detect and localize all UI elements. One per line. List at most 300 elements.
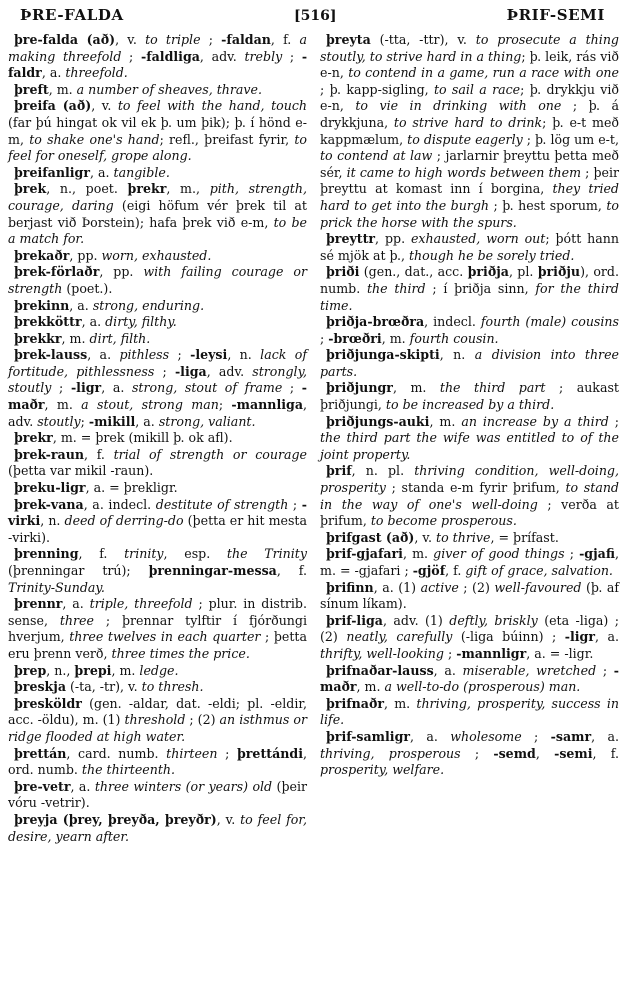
definition: wholesome: [450, 728, 522, 744]
entry-text: , m. = þrek (mikill þ. ok afl).: [52, 430, 233, 446]
headword: þrif-samligr: [326, 728, 411, 744]
headword: -mannliga: [231, 397, 303, 413]
entry-text: , m.: [392, 380, 440, 396]
entry-text: , a.: [594, 629, 619, 645]
entry-text: , m.: [381, 330, 410, 346]
entry-text: ;: [121, 48, 141, 64]
entry-text: (eigi höfum vér þrek til at berjast við Þorstein); hafa þrek við e-m,: [8, 197, 307, 230]
definition: to thrive: [436, 529, 491, 545]
headword: -liga: [174, 363, 207, 379]
headword: -maðr: [8, 380, 308, 413]
entry-text: , a.: [62, 596, 90, 612]
headword: þrekr: [14, 430, 53, 446]
dictionary-entry: [8, 696, 307, 746]
entry-text: , esp.: [163, 546, 227, 562]
entry-text: ; jarlarnir þreyttu þetta með sér,: [320, 148, 619, 180]
entry-text: , m.: [48, 81, 77, 97]
definition: neatly, carefully: [346, 629, 453, 645]
headword: þrep: [14, 662, 47, 678]
entry-text: (gen. -aldar, dat. -eldi; pl. -eldir, acc. -öldu), m. (1): [8, 695, 307, 728]
definition: an increase by a third: [461, 413, 609, 429]
entry-text: , f.: [270, 32, 300, 47]
headword: þrif-liga: [326, 612, 383, 628]
headword: þrek-raun: [14, 446, 85, 462]
entry-text: , a.: [135, 413, 159, 429]
dictionary-entry: [8, 430, 307, 447]
headword: þrennr: [14, 596, 63, 612]
entry-text: , ord. numb.: [8, 745, 307, 778]
definition: the third part: [439, 380, 546, 396]
definition: thrifty, well-looking: [320, 645, 444, 661]
definition: to triple: [145, 32, 201, 47]
definition: trinity: [124, 546, 164, 562]
entry-text: , = þrífast.: [490, 529, 559, 545]
headword: þrekaðr: [14, 247, 70, 263]
headword: þresköldr: [14, 695, 82, 711]
entry-text: ; standa e-m fyrir þrifum,: [385, 480, 566, 496]
dictionary-entry: [320, 663, 619, 696]
headword: þreifa (að): [14, 98, 92, 114]
definition: prosperity, welfare.: [320, 762, 445, 778]
entry-text: ; þ. e-t með kappmælum,: [320, 114, 619, 147]
entry-text: , indecl.: [424, 314, 481, 330]
definition: Trinity-Sunday.: [8, 579, 105, 595]
headword: þrepi: [74, 662, 112, 678]
definition: fourth cousin.: [409, 330, 499, 346]
headword: þrifgast (að): [326, 529, 415, 545]
entry-text: , a.: [433, 662, 463, 678]
dictionary-entry: [8, 98, 307, 164]
entry-text: (þetta var mikil -raun).: [8, 463, 154, 479]
headword: -faldliga: [140, 48, 200, 64]
entry-text: ;: [288, 496, 302, 512]
definition: to be a match for.: [8, 214, 307, 247]
entry-text: , a.: [89, 164, 114, 180]
definition: a division into three parts.: [320, 347, 619, 379]
running-head: [8, 6, 619, 32]
entry-text: ;: [282, 48, 302, 64]
definition: a number of sheaves, thrave.: [76, 81, 262, 97]
entry-text: , a. (1): [373, 579, 421, 595]
dictionary-entry: [8, 447, 307, 480]
entry-text: ; þeir þreyttu at komast inn í borgina,: [320, 164, 620, 197]
headword: þriðjunga-skipti: [326, 347, 440, 363]
entry-text: , f.: [276, 563, 307, 578]
dictionary-entry: [320, 613, 619, 663]
entry-text: ;: [200, 32, 222, 47]
headword: -mannligr: [456, 645, 527, 661]
definition: stoutly: [37, 413, 81, 429]
headword: þriði: [326, 264, 360, 280]
headword: -gjafi: [579, 546, 615, 562]
entry-text: ; refl., þreifast fyrir,: [159, 131, 295, 147]
entry-text: , a.: [87, 347, 120, 363]
entry-text: ;: [169, 347, 191, 363]
entry-text: ; þ. lög um e-t,: [522, 131, 619, 147]
dictionary-entry: [320, 380, 619, 413]
dictionary-entry: [8, 480, 307, 497]
definition: though he be sorely tried.: [409, 247, 575, 263]
entry-text: ;: [218, 397, 232, 413]
dictionary-entry: [320, 530, 619, 547]
entry-text: , a. = þrekligr.: [85, 480, 178, 496]
entry-text: ;: [443, 645, 457, 661]
entry-text: ; plur. in distrib. sense,: [8, 596, 307, 628]
definition: deed of derring-do: [64, 513, 184, 529]
entry-text: , a.: [41, 65, 66, 81]
headword: þriðjungs-auki: [326, 413, 430, 429]
entry-text: ; þetta eru þrenn verð,: [8, 629, 307, 661]
dictionary-entry: [8, 596, 307, 662]
entry-text: ;: [217, 745, 237, 761]
headword: þrek-vana: [14, 496, 84, 512]
entry-text: ; þ. leik, rás við e-n,: [320, 48, 619, 81]
entry-text: , n.: [40, 513, 65, 529]
definition: to feel for oneself, grope along.: [8, 131, 307, 164]
entry-text: , a.: [591, 728, 619, 744]
entry-text: , m.: [61, 330, 90, 346]
dictionary-entry: [8, 779, 307, 812]
definition: worn, exhausted.: [101, 247, 212, 263]
headword: þriðjungr: [326, 380, 393, 396]
dictionary-entry: [8, 181, 307, 247]
definition: thriving, prosperity, success in life.: [320, 695, 619, 728]
entry-text: , card. numb.: [66, 745, 167, 761]
headword: þriðja-brœðra: [326, 314, 425, 330]
definition: a making threefold: [8, 32, 307, 64]
headword: þre-falda (að): [14, 32, 116, 47]
definition: three twelves in each quarter: [69, 629, 261, 645]
definition: to stand in the way of one's well-doing: [320, 480, 619, 512]
entry-text: , v.: [115, 32, 146, 47]
headword: -samr: [550, 728, 592, 744]
entry-text: , a. = -ligr.: [526, 645, 594, 661]
entry-text: ; þótt hann sé mjök at þ.,: [320, 231, 620, 263]
dictionary-entry: [320, 32, 619, 231]
entry-text: ; í þriðja sinn,: [425, 280, 536, 296]
entry-text: , a.: [70, 778, 95, 794]
headword: -virki: [8, 496, 308, 529]
headword: þreskja: [14, 679, 66, 695]
definition: fourth (male) cousins: [480, 314, 619, 330]
entry-text: , adv.: [206, 363, 253, 379]
definition: the third part the wife was entitled to of the joint property.: [320, 430, 619, 462]
definition: active: [420, 579, 459, 595]
entry-text: , m.: [111, 662, 140, 678]
dictionary-entry: [320, 696, 619, 729]
entry-text: ;: [282, 380, 302, 396]
headword: -gjöf: [412, 563, 446, 578]
entry-text: , f.: [445, 563, 466, 578]
definition: a stout, strong man: [81, 397, 219, 413]
entry-text: ;: [51, 380, 71, 396]
headword: þrenningar-messa: [148, 563, 277, 578]
definition: deftly, briskly: [449, 612, 538, 628]
entry-text: , m.: [44, 397, 82, 413]
headword: þreifanligr: [14, 164, 90, 180]
left-column: [8, 32, 307, 845]
entry-text: (far þú hingat ok vil ek þ. um þik); þ. í hönd e-m,: [8, 114, 307, 147]
dictionary-entry: [320, 729, 619, 779]
headword: -ligr: [70, 380, 102, 396]
entry-text: , n.: [227, 347, 261, 363]
columns: [8, 32, 619, 845]
headword: -maðr: [320, 662, 619, 695]
entry-text: , a.: [69, 297, 93, 313]
right-guideword: ÞRIF-SEMI: [506, 6, 605, 24]
dictionary-entry: [320, 546, 619, 579]
entry-text: , m.: [429, 413, 462, 429]
entry-text: , adv. (1): [382, 612, 450, 628]
definition: exhausted, worn out: [410, 231, 546, 247]
definition: miserable, wretched: [462, 662, 597, 678]
entry-text: ;: [521, 728, 551, 744]
definition: strong, stout of frame: [131, 380, 283, 396]
dictionary-entry: [8, 812, 307, 845]
entry-text: (þetta er hit mesta -virki).: [8, 513, 308, 545]
dictionary-entry: [8, 679, 307, 696]
dictionary-entry: [8, 497, 307, 547]
definition: to thresh.: [141, 679, 204, 695]
definition: gift of grace, salvation.: [465, 563, 613, 578]
dictionary-entry: [8, 248, 307, 265]
definition: to shake one's hand: [29, 131, 160, 147]
definition: to become prosperous.: [370, 513, 517, 529]
dictionary-entry: [8, 298, 307, 315]
definition: three: [59, 612, 94, 628]
definition: to strive hard to drink: [393, 114, 543, 130]
dictionary-entry: [8, 82, 307, 99]
entry-text: ; aukast þriðjungi,: [320, 380, 619, 413]
definition: strongly, stoutly: [8, 363, 308, 396]
headword: þrenning: [14, 546, 79, 562]
headword: þrekkr: [14, 330, 62, 346]
definition: three times the price.: [111, 645, 250, 661]
entry-text: , m.: [356, 679, 385, 695]
headword: þrek-lauss: [14, 347, 88, 363]
definition: to feel with the hand, touch: [117, 98, 307, 114]
entry-text: , m.: [402, 546, 434, 562]
definition: thriving, prosperous: [320, 745, 461, 761]
dictionary-entry: [8, 331, 307, 348]
dictionary-entry: [8, 746, 307, 779]
right-column: [320, 32, 619, 845]
headword: þrifinn: [326, 579, 374, 595]
entry-text: (poet.).: [62, 280, 113, 296]
entry-text: , n.,: [46, 662, 75, 678]
left-guideword: ÞRE-FALDA: [20, 6, 124, 24]
headword: þrekköttr: [14, 314, 82, 330]
entry-text: , pp.: [375, 231, 411, 247]
dictionary-entry: [320, 347, 619, 380]
definition: to prosecute a thing stoutly, to strive hard in a thing: [320, 32, 619, 64]
entry-text: (-liga búinn) ;: [452, 629, 565, 645]
definition: pith, strength, courage, daring: [8, 181, 307, 213]
headword: þre-vetr: [14, 778, 71, 794]
entry-text: , v.: [216, 811, 241, 827]
dictionary-entry: [320, 414, 619, 464]
definition: they tried hard to get into the burgh: [320, 181, 619, 213]
dictionary-entry: [320, 231, 619, 264]
definition: tangible.: [113, 164, 170, 180]
definition: to vie in drinking with one: [355, 98, 562, 114]
definition: triple, threefold: [89, 596, 193, 612]
definition: thirteen: [166, 745, 218, 761]
headword: þrekinn: [14, 297, 70, 313]
definition: to feel for, desire, yearn after.: [8, 811, 307, 844]
definition: threshold: [124, 712, 186, 728]
headword: þrekr: [127, 181, 167, 197]
entry-text: , m.: [384, 695, 417, 711]
entry-text: ;: [80, 413, 89, 429]
dictionary-entry: [8, 546, 307, 596]
definition: three winters (or years) old: [94, 778, 273, 794]
headword: þreyttr: [326, 231, 376, 247]
dictionary-entry: [8, 165, 307, 182]
headword: þrettándi: [236, 745, 303, 761]
headword: þrif-gjafari: [326, 546, 403, 562]
definition: to sail a race: [433, 81, 521, 97]
dictionary-entry: [8, 32, 307, 82]
headword: þrifnaðr: [326, 695, 384, 711]
definition: ledge.: [139, 662, 179, 678]
definition: destitute of strength: [155, 496, 289, 512]
entry-text: (þrenningar trú);: [8, 563, 149, 578]
entry-text: , n.: [439, 347, 475, 363]
definition: lack of fortitude, pithlessness: [8, 347, 308, 379]
entry-text: ;: [320, 330, 329, 346]
entry-text: ; þrennar tylftir í fjórðungi hverjum,: [8, 612, 308, 645]
headword: þrek-förlaðr: [14, 264, 100, 280]
entry-text: , a.: [81, 314, 106, 330]
definition: to dispute eagerly: [407, 131, 523, 147]
entry-text: , f.: [78, 546, 125, 562]
entry-text: , a. indecl.: [83, 496, 156, 512]
entry-text: ; þ. á drykkjuna,: [320, 98, 620, 130]
definition: giver of good things: [433, 546, 565, 562]
headword: -ligr: [564, 629, 595, 645]
headword: -semd: [493, 745, 536, 761]
definition: pithless: [119, 347, 170, 363]
entry-text: , pl.: [508, 264, 538, 280]
headword: þreyja (þrey, þreyða, þreyðr): [14, 811, 217, 827]
dictionary-entry: [320, 463, 619, 529]
entry-text: ; þ. kapp-sigling,: [320, 81, 434, 97]
entry-text: , v.: [414, 529, 437, 545]
dictionary-entry: [320, 264, 619, 314]
headword: -leysi: [190, 347, 228, 363]
entry-text: ; (2): [185, 712, 220, 728]
headword: þreyta: [326, 32, 371, 47]
headword: -faldr: [8, 48, 308, 81]
entry-text: , adv.: [8, 397, 307, 429]
headword: þrettán: [14, 745, 67, 761]
entry-text: , pp.: [69, 247, 102, 263]
definition: to contend in a game, run a race with one: [348, 65, 619, 81]
entry-text: (eta -liga) ; (2): [320, 612, 620, 645]
headword: -brœðri: [328, 330, 382, 346]
entry-text: (gen., dat., acc.: [359, 264, 468, 280]
entry-text: (þeir vóru -vetrir).: [8, 778, 308, 811]
headword: þrifnaðar-lauss: [326, 662, 434, 678]
entry-text: ; þ. hest sporum,: [489, 197, 607, 213]
entry-text: ; verða at þrifum,: [320, 496, 619, 529]
headword: þreku-ligr: [14, 480, 86, 496]
definition: to contend at law: [320, 148, 433, 164]
entry-text: , f.: [592, 745, 620, 761]
dictionary-entry: [8, 347, 307, 430]
definition: strong, valiant.: [158, 413, 256, 429]
entry-text: ; (2): [458, 579, 495, 595]
entry-text: , n., poet.: [46, 181, 128, 197]
definition: with failing courage or strength: [8, 264, 307, 296]
definition: the third: [366, 280, 426, 296]
entry-text: , m. = -gjafari ;: [320, 546, 619, 578]
entry-text: , f.: [84, 446, 114, 462]
definition: to prick the horse with the spurs.: [320, 197, 619, 230]
entry-text: , a.: [410, 728, 451, 744]
definition: the thirteenth.: [81, 762, 176, 778]
definition: dirt, filth.: [89, 330, 151, 346]
entry-text: , v.: [91, 98, 118, 114]
entry-text: , adv.: [199, 48, 245, 64]
entry-text: ;: [154, 363, 175, 379]
dictionary-entry: [320, 314, 619, 347]
entry-text: (þ. af sínum líkam).: [320, 579, 619, 612]
headword: -faldan: [221, 32, 271, 47]
definition: an isthmus or ridge flooded at high water.: [8, 712, 308, 744]
definition: strong, enduring.: [92, 297, 205, 313]
page-number: [516]: [293, 8, 337, 24]
entry-text: ;: [460, 745, 494, 761]
definition: trebly: [244, 48, 283, 64]
dictionary-entry: [8, 314, 307, 331]
headword: -semi: [554, 745, 593, 761]
definition: thriving condition, well-doing, prosperity: [320, 463, 619, 496]
definition: dirty, filthy.: [105, 314, 177, 330]
definition: a well-to-do (prosperous) man.: [384, 679, 581, 695]
entry-text: ;: [608, 413, 619, 429]
entry-text: ;: [564, 546, 580, 562]
entry-text: , n. pl.: [351, 463, 415, 479]
headword: þrif: [326, 463, 352, 479]
definition: to be increased by a third.: [385, 397, 555, 413]
definition: it came to high words between them: [346, 164, 582, 180]
entry-text: , a.: [101, 380, 132, 396]
entry-text: , m.,: [166, 181, 210, 197]
definition: trial of strength or courage: [113, 446, 307, 462]
dictionary-entry: [320, 580, 619, 613]
entry-text: ,: [535, 745, 555, 761]
headword: þreft: [14, 81, 49, 97]
entry-text: ), ord. numb.: [320, 264, 619, 296]
headword: -mikill: [88, 413, 136, 429]
dictionary-entry: [8, 264, 307, 297]
headword: þriðja: [467, 264, 509, 280]
entry-text: (-ta, -tr), v.: [66, 679, 142, 695]
definition: well-favoured: [494, 579, 582, 595]
dictionary-entry: [8, 663, 307, 680]
entry-text: ; þ. drykkju við e-n,: [320, 81, 619, 114]
entry-text: , pp.: [99, 264, 144, 280]
definition: for the third time.: [320, 280, 619, 313]
entry-text: ;: [596, 662, 614, 678]
entry-text: (-tta, -ttr), v.: [370, 32, 476, 47]
headword: þriðju: [537, 264, 581, 280]
definition: threefold.: [65, 65, 128, 81]
headword: þrek: [14, 181, 47, 197]
definition: the Trinity: [226, 546, 307, 562]
